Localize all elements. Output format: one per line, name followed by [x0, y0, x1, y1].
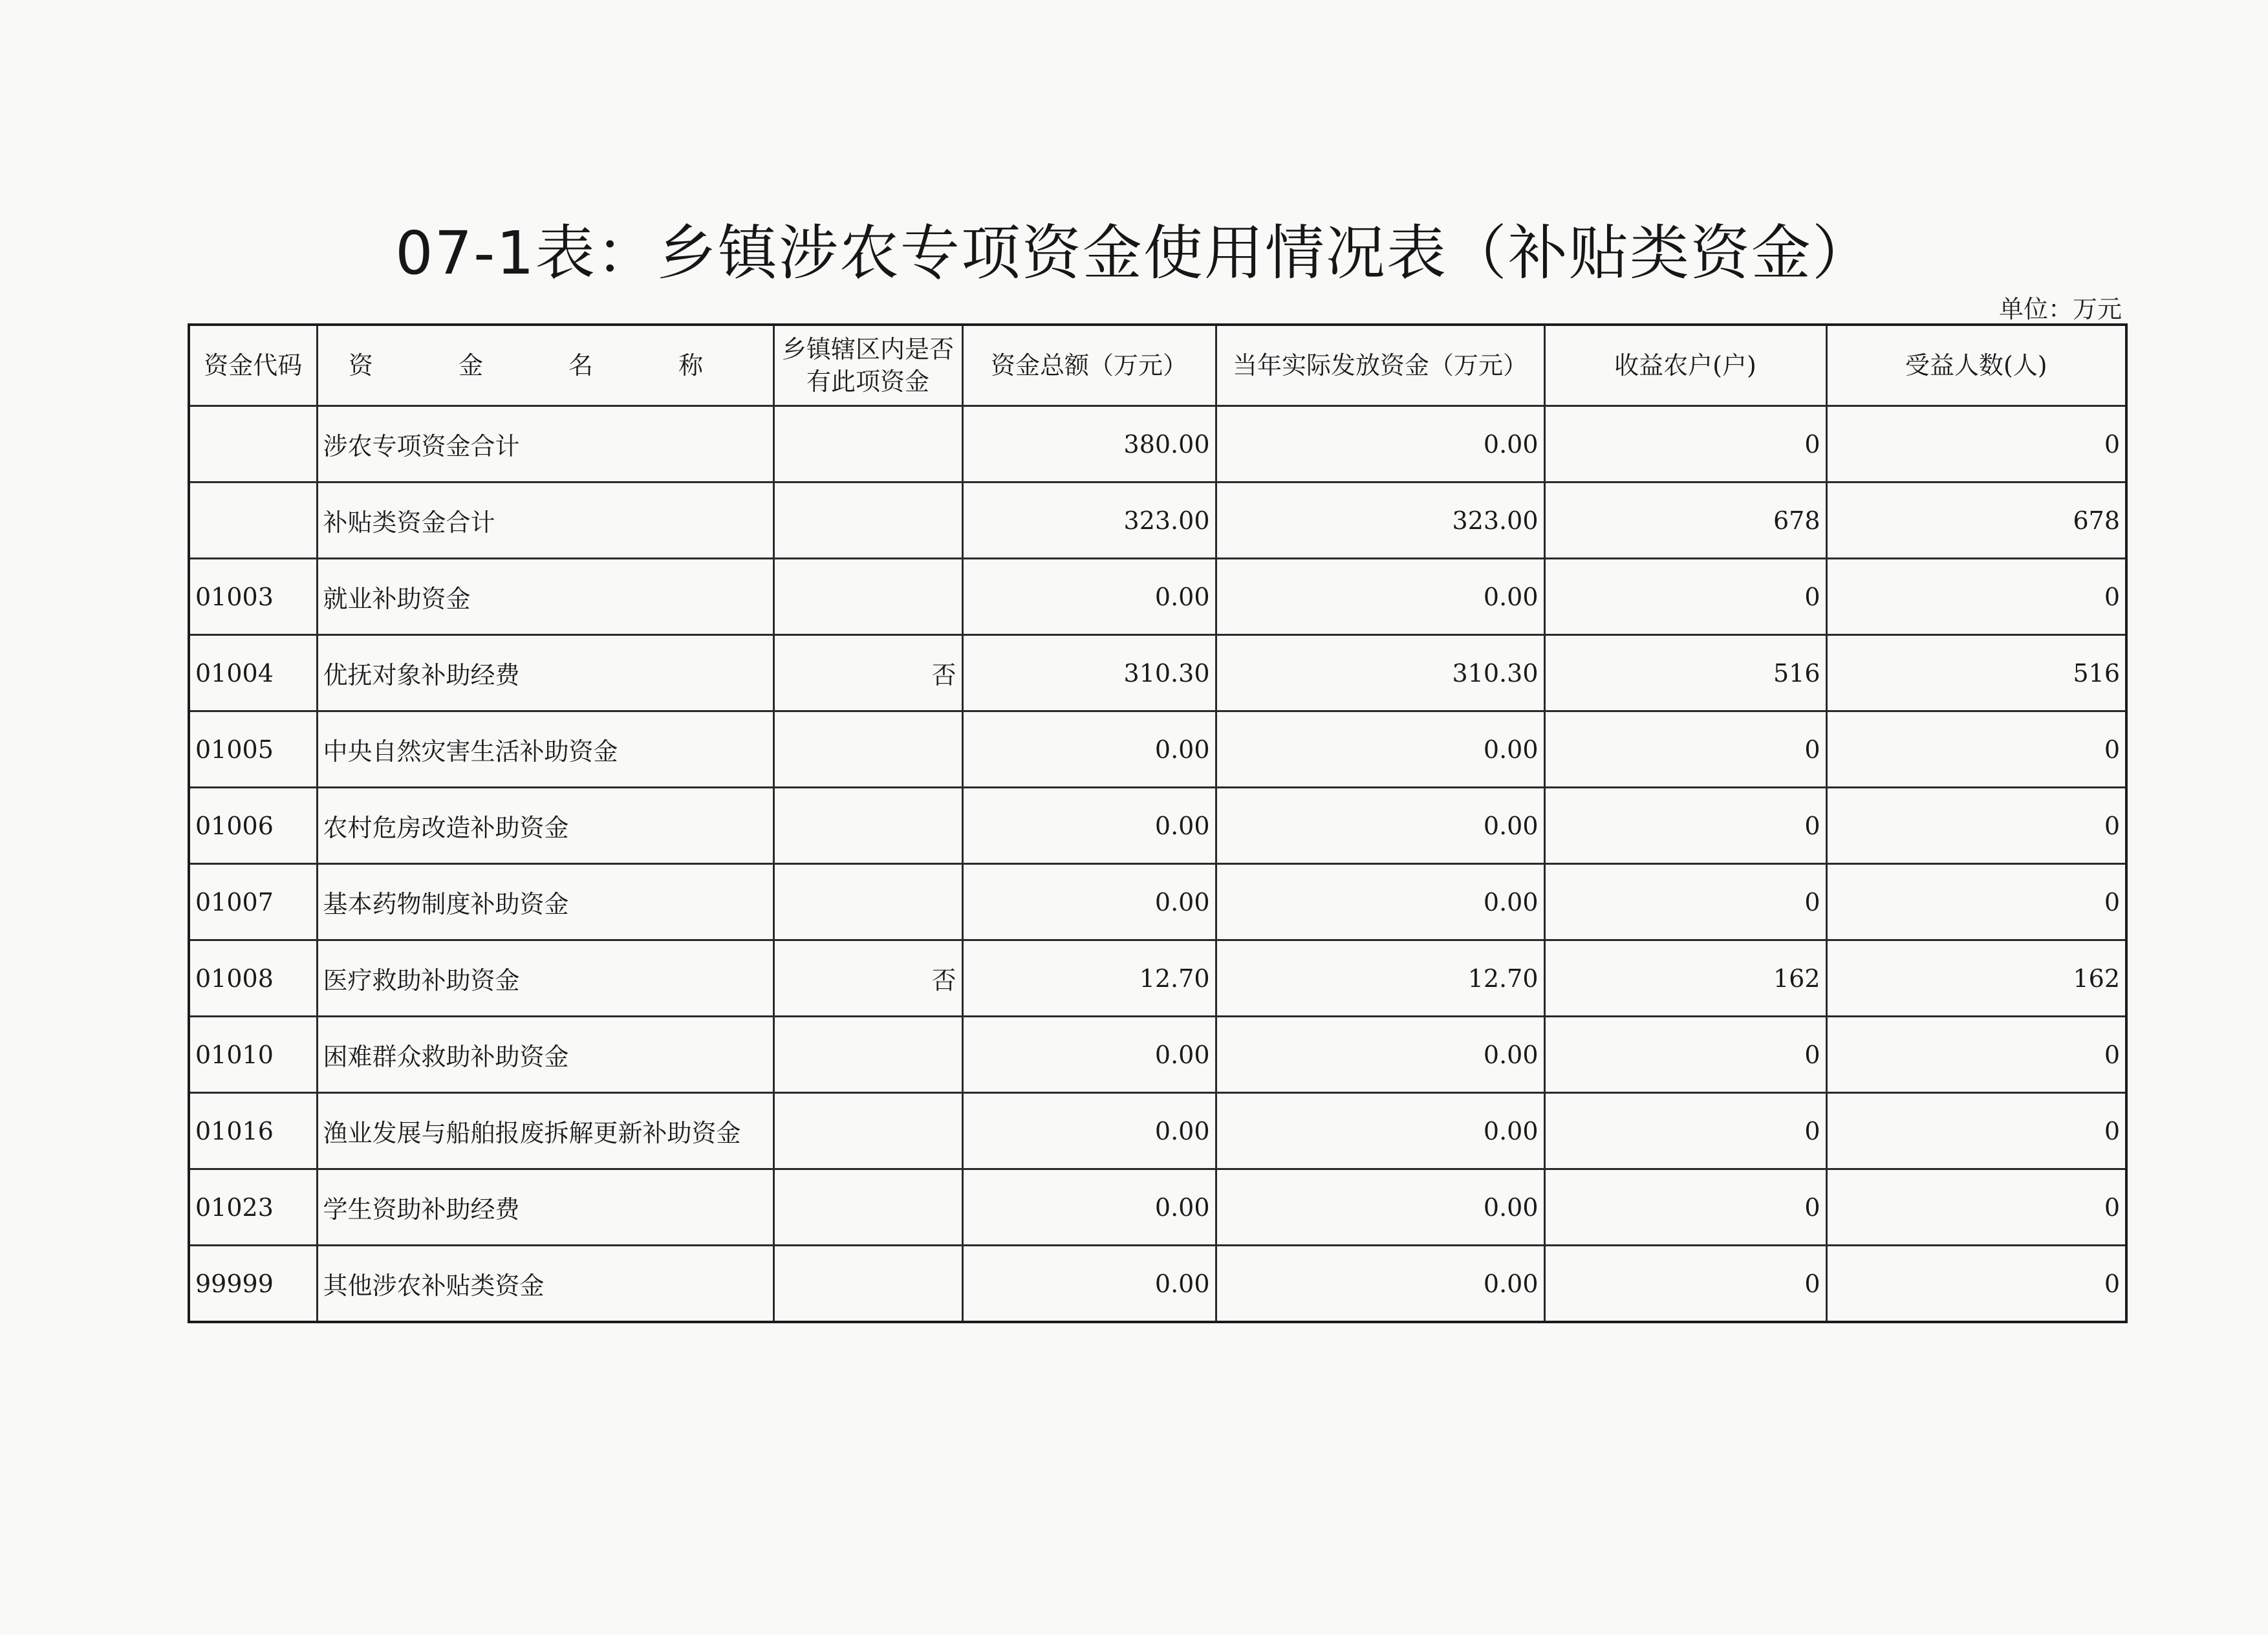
cell-code: 01008 — [189, 940, 317, 1017]
header-people: 受益人数(人) — [1826, 325, 2126, 406]
cell-name: 优抚对象补助经费 — [317, 635, 773, 711]
table-row — [189, 635, 2126, 711]
cell-people: 678 — [1826, 482, 2126, 559]
cell-households: 0 — [1544, 1246, 1826, 1323]
table-row — [189, 1169, 2126, 1246]
cell-has-fund — [773, 788, 962, 864]
cell-has-fund — [773, 711, 962, 788]
cell-has-fund: 否 — [773, 635, 962, 711]
cell-total: 0.00 — [962, 711, 1216, 788]
cell-households: 0 — [1544, 1017, 1826, 1093]
cell-has-fund — [773, 482, 962, 559]
cell-has-fund — [773, 1169, 962, 1246]
cell-name: 医疗救助补助资金 — [317, 940, 773, 1017]
cell-name: 中央自然灾害生活补助资金 — [317, 711, 773, 788]
cell-code: 01006 — [189, 788, 317, 864]
cell-total: 310.30 — [962, 635, 1216, 711]
cell-code: 01003 — [189, 559, 317, 635]
cell-people: 516 — [1826, 635, 2126, 711]
cell-people: 0 — [1826, 864, 2126, 940]
page-title: 07-1表：乡镇涉农专项资金使用情况表（补贴类资金） — [395, 219, 1873, 288]
cell-issued: 0.00 — [1216, 559, 1544, 635]
cell-households: 0 — [1544, 559, 1826, 635]
cell-people: 0 — [1826, 711, 2126, 788]
cell-people: 0 — [1826, 559, 2126, 635]
cell-name: 其他涉农补贴类资金 — [317, 1246, 773, 1323]
cell-total: 0.00 — [962, 559, 1216, 635]
cell-issued: 0.00 — [1216, 1246, 1544, 1323]
cell-issued: 0.00 — [1216, 1017, 1544, 1093]
header-code: 资金代码 — [189, 325, 317, 406]
cell-people: 162 — [1826, 940, 2126, 1017]
cell-total: 0.00 — [962, 1246, 1216, 1323]
cell-households: 0 — [1544, 1169, 1826, 1246]
cell-has-fund: 否 — [773, 940, 962, 1017]
cell-code: 01004 — [189, 635, 317, 711]
header-has-fund: 乡镇辖区内是否有此项资金 — [773, 325, 962, 406]
table-row — [189, 864, 2126, 940]
cell-code — [189, 482, 317, 559]
cell-issued: 12.70 — [1216, 940, 1544, 1017]
cell-name: 渔业发展与船舶报废拆解更新补助资金 — [317, 1093, 773, 1169]
cell-issued: 310.30 — [1216, 635, 1544, 711]
cell-code: 01023 — [189, 1169, 317, 1246]
table-row — [189, 406, 2126, 482]
table-row — [189, 940, 2126, 1017]
cell-code: 01005 — [189, 711, 317, 788]
cell-issued: 0.00 — [1216, 406, 1544, 482]
cell-code: 01010 — [189, 1017, 317, 1093]
header-households: 收益农户(户) — [1544, 325, 1826, 406]
cell-households: 0 — [1544, 788, 1826, 864]
cell-total: 0.00 — [962, 1169, 1216, 1246]
cell-households: 0 — [1544, 711, 1826, 788]
cell-households: 162 — [1544, 940, 1826, 1017]
cell-code: 01007 — [189, 864, 317, 940]
cell-households: 0 — [1544, 406, 1826, 482]
header-issued: 当年实际发放资金（万元） — [1216, 325, 1544, 406]
funds-table — [188, 323, 2128, 1323]
cell-households: 0 — [1544, 864, 1826, 940]
table-row — [189, 1246, 2126, 1323]
cell-name: 就业补助资金 — [317, 559, 773, 635]
cell-households: 516 — [1544, 635, 1826, 711]
cell-has-fund — [773, 864, 962, 940]
cell-people: 0 — [1826, 788, 2126, 864]
cell-name: 困难群众救助补助资金 — [317, 1017, 773, 1093]
cell-has-fund — [773, 1017, 962, 1093]
cell-total: 380.00 — [962, 406, 1216, 482]
cell-issued: 0.00 — [1216, 1093, 1544, 1169]
cell-total: 0.00 — [962, 788, 1216, 864]
cell-name: 学生资助补助经费 — [317, 1169, 773, 1246]
table-row — [189, 788, 2126, 864]
table-header-row — [189, 325, 2126, 406]
cell-issued: 323.00 — [1216, 482, 1544, 559]
cell-people: 0 — [1826, 1017, 2126, 1093]
table-row — [189, 1093, 2126, 1169]
cell-code — [189, 406, 317, 482]
unit-label: 单位：万元 — [1998, 295, 2122, 323]
cell-has-fund — [773, 1246, 962, 1323]
cell-total: 0.00 — [962, 864, 1216, 940]
cell-issued: 0.00 — [1216, 711, 1544, 788]
cell-total: 323.00 — [962, 482, 1216, 559]
cell-code: 01016 — [189, 1093, 317, 1169]
cell-people: 0 — [1826, 1169, 2126, 1246]
cell-people: 0 — [1826, 1246, 2126, 1323]
cell-people: 0 — [1826, 1093, 2126, 1169]
cell-name: 农村危房改造补助资金 — [317, 788, 773, 864]
cell-issued: 0.00 — [1216, 1169, 1544, 1246]
cell-has-fund — [773, 406, 962, 482]
cell-people: 0 — [1826, 406, 2126, 482]
cell-name: 补贴类资金合计 — [317, 482, 773, 559]
cell-total: 0.00 — [962, 1017, 1216, 1093]
cell-total: 0.00 — [962, 1093, 1216, 1169]
header-total: 资金总额（万元） — [962, 325, 1216, 406]
header-name: 资 金 名 称 — [317, 325, 773, 406]
cell-issued: 0.00 — [1216, 864, 1544, 940]
table-row — [189, 482, 2126, 559]
cell-has-fund — [773, 559, 962, 635]
cell-issued: 0.00 — [1216, 788, 1544, 864]
table-row — [189, 711, 2126, 788]
cell-name: 涉农专项资金合计 — [317, 406, 773, 482]
cell-has-fund — [773, 1093, 962, 1169]
table-row — [189, 1017, 2126, 1093]
cell-code: 99999 — [189, 1246, 317, 1323]
cell-households: 678 — [1544, 482, 1826, 559]
cell-households: 0 — [1544, 1093, 1826, 1169]
cell-name: 基本药物制度补助资金 — [317, 864, 773, 940]
table-row — [189, 559, 2126, 635]
cell-total: 12.70 — [962, 940, 1216, 1017]
